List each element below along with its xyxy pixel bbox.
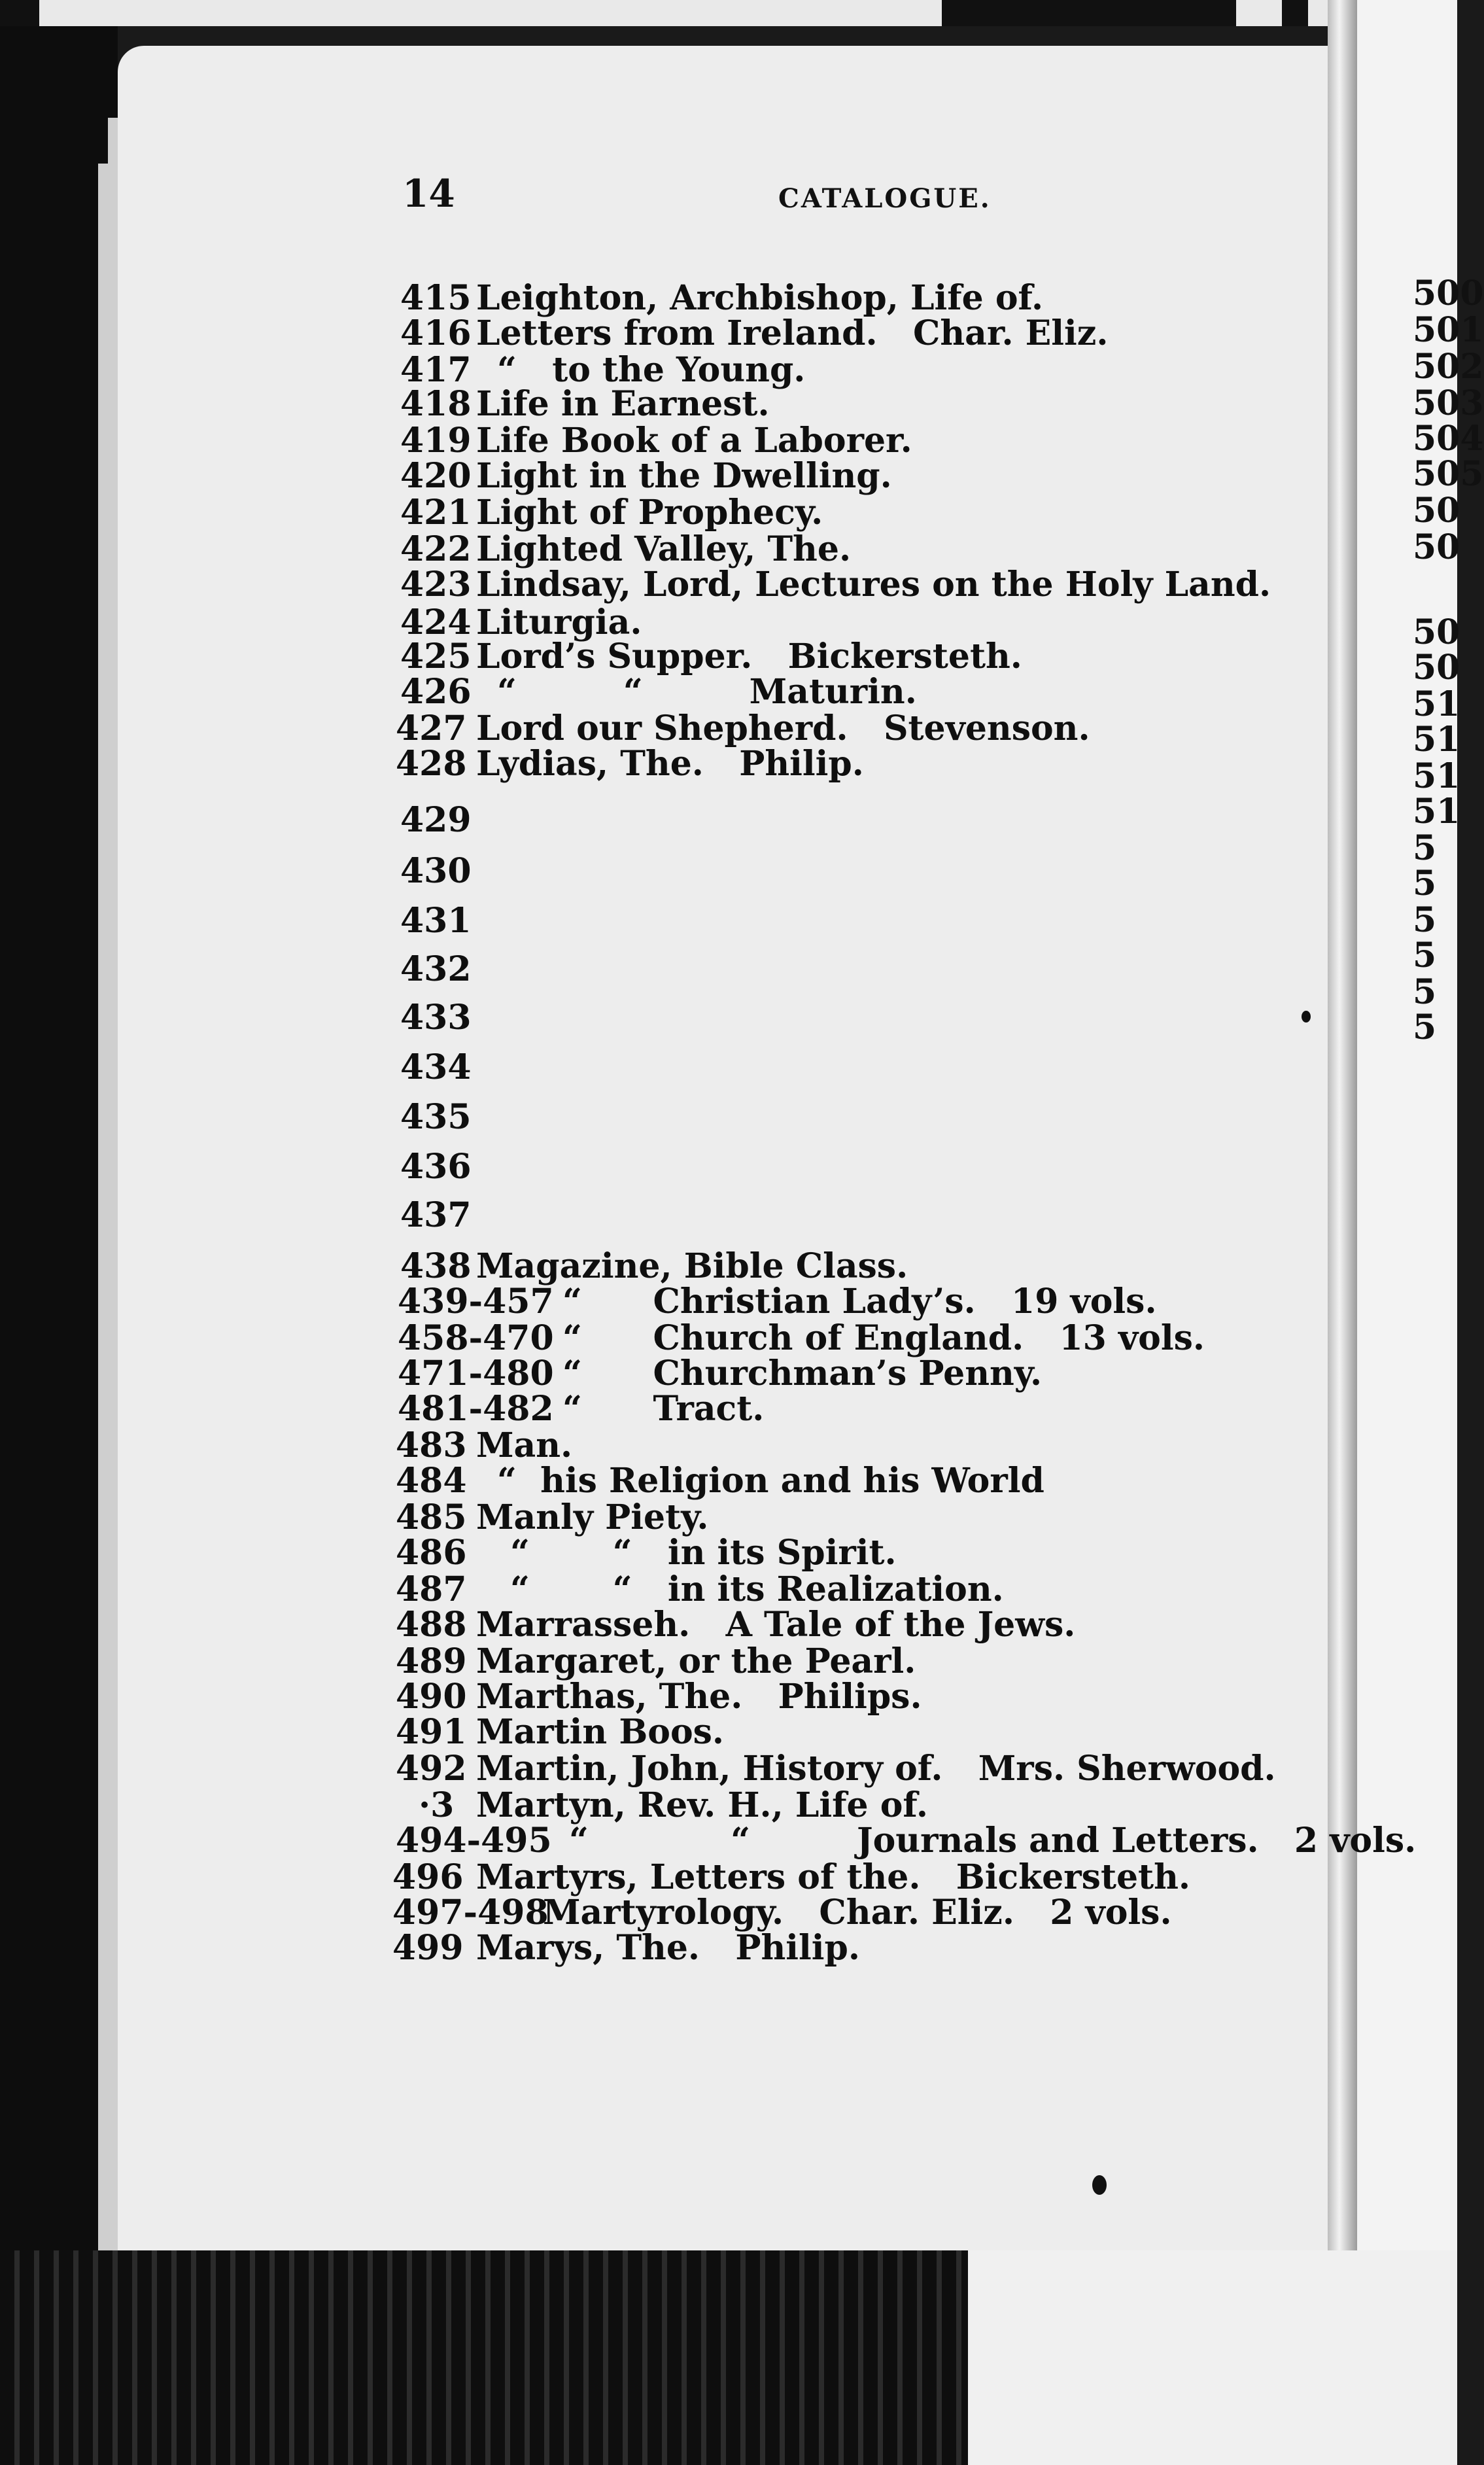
- entry-number: 494-495: [396, 1821, 552, 1861]
- entry-title: Light of Prophecy.: [476, 493, 823, 533]
- bottom-light: [968, 2250, 1457, 2465]
- top-band: [0, 0, 1457, 26]
- entry-number: 429: [400, 800, 472, 840]
- entry-number: 423: [400, 565, 472, 604]
- entry-number: 490: [396, 1677, 467, 1717]
- right-page-number: 501: [1413, 310, 1484, 350]
- entry-number: 416: [400, 313, 472, 353]
- entry-number: 487: [396, 1569, 467, 1609]
- ink-mark: [1092, 2175, 1107, 2195]
- entry-number: 496: [392, 1857, 464, 1897]
- right-page-number: 5: [1413, 828, 1437, 868]
- entry-number: 438: [400, 1246, 472, 1286]
- entry-title: Letters from Ireland. Char. Eliz.: [476, 313, 1109, 353]
- entry-title: Man.: [476, 1425, 573, 1465]
- top-strip: [1282, 0, 1308, 26]
- right-page-number: 5: [1413, 864, 1437, 903]
- entry-number: 489: [396, 1641, 467, 1681]
- entry-number: 458-470: [398, 1318, 554, 1358]
- page-title: CATALOGUE.: [778, 183, 992, 214]
- entry-number: 497-498: [392, 1893, 549, 1932]
- entry-number: 486: [396, 1533, 467, 1573]
- right-page-number: 505: [1413, 454, 1484, 494]
- entry-number: 485: [396, 1497, 467, 1537]
- entry-number: 483: [396, 1425, 467, 1465]
- entry-title: Light in the Dwelling.: [476, 456, 892, 496]
- entry-number: 431: [400, 901, 472, 941]
- entry-number: 471-480: [398, 1354, 554, 1393]
- entry-number: 432: [400, 949, 472, 989]
- entry-title: Martyn, Rev. H., Life of.: [476, 1785, 929, 1825]
- entry-number: 488: [396, 1605, 467, 1645]
- right-page-number: 51: [1413, 684, 1460, 724]
- entry-title: Martyrology. Char. Eliz. 2 vols.: [543, 1893, 1172, 1932]
- page-number: 14: [402, 171, 455, 216]
- entry-title: “ Church of England. 13 vols.: [562, 1318, 1205, 1358]
- entry-title: Lord’s Supper. Bickersteth.: [476, 637, 1022, 676]
- entry-number: 481-482: [398, 1389, 554, 1429]
- right-page-number: 50: [1413, 648, 1460, 688]
- book-spine: [1328, 0, 1357, 2465]
- entry-number: 433: [400, 998, 472, 1038]
- entry-title: Life Book of a Laborer.: [476, 421, 912, 461]
- right-page-number: 502: [1413, 347, 1484, 387]
- right-page-number: 5: [1413, 935, 1437, 975]
- right-page-number: 51: [1413, 720, 1460, 760]
- entry-title: “ Christian Lady’s. 19 vols.: [562, 1282, 1157, 1321]
- right-page-number: 504: [1413, 419, 1484, 459]
- entry-title: Marthas, The. Philips.: [476, 1677, 922, 1717]
- entry-number: 417: [400, 350, 472, 390]
- right-page-number: 50: [1413, 527, 1460, 567]
- entry-title: Magazine, Bible Class.: [476, 1246, 908, 1286]
- entry-number: 425: [400, 637, 472, 676]
- entry-title: “ his Religion and his World: [497, 1461, 1044, 1501]
- top-strip: [942, 0, 1236, 26]
- entry-title: Manly Piety.: [476, 1497, 709, 1537]
- entry-number: 434: [400, 1047, 472, 1087]
- entry-number: 419: [400, 421, 472, 461]
- entry-number: 418: [400, 384, 472, 424]
- entry-title: Martyrs, Letters of the. Bickersteth.: [476, 1857, 1190, 1897]
- entry-number: 436: [400, 1147, 472, 1187]
- entry-number: 499: [392, 1928, 464, 1968]
- entry-number: 426: [400, 672, 472, 712]
- entry-title: “ “ Journals and Letters. 2 vols.: [569, 1821, 1417, 1861]
- entry-title: “ “ in its Spirit.: [510, 1533, 897, 1573]
- entry-title: Margaret, or the Pearl.: [476, 1641, 916, 1681]
- entry-title: “ Churchman’s Penny.: [562, 1354, 1043, 1393]
- entry-title: Martin, John, History of. Mrs. Sherwood.: [476, 1749, 1276, 1789]
- entry-number: 430: [400, 851, 472, 891]
- right-page-number: 5: [1413, 1007, 1437, 1047]
- ink-mark: [1302, 1011, 1311, 1023]
- right-page-number: 51: [1413, 756, 1460, 796]
- entry-title: “ “ Maturin.: [497, 672, 917, 712]
- entry-number: 491: [396, 1712, 467, 1752]
- entry-number: 427: [396, 708, 467, 748]
- entry-number: 424: [400, 603, 472, 642]
- entry-title: Marrasseh. A Tale of the Jews.: [476, 1605, 1076, 1645]
- entry-title: Lindsay, Lord, Lectures on the Holy Land.: [476, 565, 1271, 604]
- entry-title: Life in Earnest.: [476, 384, 770, 424]
- entry-number: 422: [400, 529, 472, 569]
- entry-title: “ to the Young.: [497, 350, 806, 390]
- right-page-number: 5: [1413, 972, 1437, 1012]
- entry-title: Leighton, Archbishop, Life of.: [476, 278, 1044, 318]
- entry-number: 415: [400, 278, 472, 318]
- entry-number: 435: [400, 1097, 472, 1137]
- entry-title: “ Tract.: [562, 1389, 765, 1429]
- right-page-number: 50: [1413, 491, 1460, 531]
- entry-title: Lydias, The. Philip.: [476, 744, 864, 784]
- top-strip: [0, 0, 39, 26]
- right-page-number: 500: [1413, 273, 1484, 313]
- entry-number: 421: [400, 493, 472, 533]
- entry-number: 437: [400, 1195, 472, 1235]
- entry-number: 492: [396, 1749, 467, 1789]
- entry-title: Liturgia.: [476, 603, 642, 642]
- entry-title: Lighted Valley, The.: [476, 529, 852, 569]
- entry-number: 439-457: [398, 1282, 554, 1321]
- right-page-number: 5: [1413, 900, 1437, 940]
- entry-title: Lord our Shepherd. Stevenson.: [476, 708, 1090, 748]
- entry-title: Martin Boos.: [476, 1712, 725, 1752]
- entry-number: ·3: [419, 1785, 455, 1825]
- right-page-number: 51: [1413, 792, 1460, 831]
- entry-title: Marys, The. Philip.: [476, 1928, 860, 1968]
- entry-number: 484: [396, 1461, 467, 1501]
- right-page-number: 503: [1413, 383, 1484, 423]
- entry-number: 428: [396, 744, 467, 784]
- entry-number: 420: [400, 456, 472, 496]
- entry-title: “ “ in its Realization.: [510, 1569, 1004, 1609]
- right-page-number: 50: [1413, 612, 1460, 652]
